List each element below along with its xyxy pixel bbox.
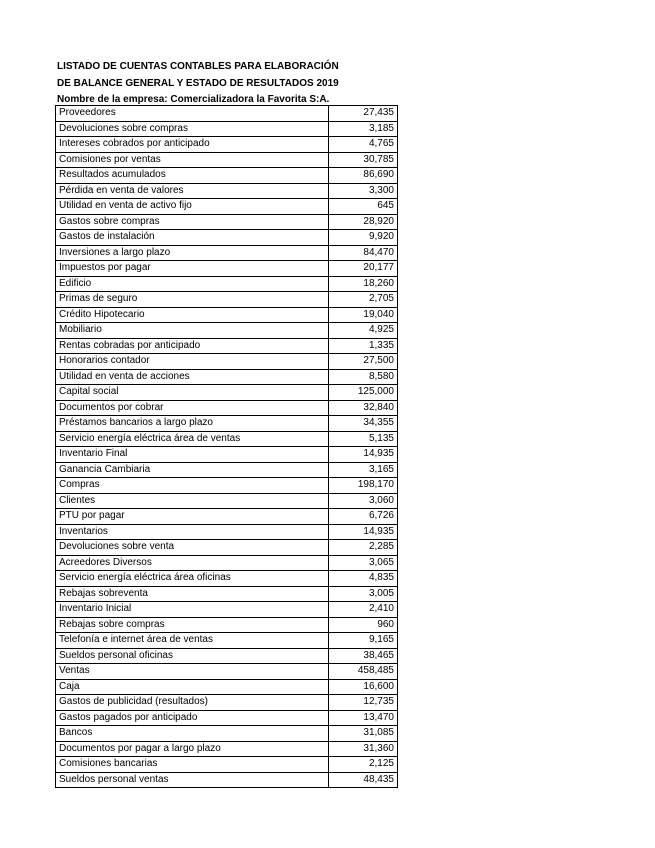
account-name: Comisiones por ventas — [56, 152, 329, 168]
accounts-table — [55, 105, 398, 788]
account-value: 84,470 — [329, 245, 398, 261]
account-name: Inventario Final — [56, 447, 329, 463]
account-name: Documentos por pagar a largo plazo — [56, 741, 329, 757]
table-row — [56, 245, 398, 261]
account-name: Caja — [56, 679, 329, 695]
table-row — [56, 664, 398, 680]
table-row — [56, 400, 398, 416]
table-row — [56, 292, 398, 308]
table-row — [56, 323, 398, 339]
account-name: Capital social — [56, 385, 329, 401]
account-value: 27,500 — [329, 354, 398, 370]
account-value: 2,705 — [329, 292, 398, 308]
table-row — [56, 710, 398, 726]
table-row — [56, 741, 398, 757]
account-name: Impuestos por pagar — [56, 261, 329, 277]
account-value: 960 — [329, 617, 398, 633]
account-value: 14,935 — [329, 524, 398, 540]
table-row — [56, 369, 398, 385]
table-row — [56, 586, 398, 602]
account-name: Servicio energía eléctrica área de ventas — [56, 431, 329, 447]
account-value: 3,060 — [329, 493, 398, 509]
account-value: 645 — [329, 199, 398, 215]
table-row — [56, 385, 398, 401]
table-row — [56, 509, 398, 525]
table-row — [56, 478, 398, 494]
account-value: 3,005 — [329, 586, 398, 602]
account-name: Rentas cobradas por anticipado — [56, 338, 329, 354]
account-value: 48,435 — [329, 772, 398, 788]
table-row — [56, 152, 398, 168]
account-value: 3,185 — [329, 121, 398, 137]
account-value: 38,465 — [329, 648, 398, 664]
account-value: 19,040 — [329, 307, 398, 323]
table-row — [56, 276, 398, 292]
account-value: 198,170 — [329, 478, 398, 494]
title-line-1: LISTADO DE CUENTAS CONTABLES PARA ELABORACIÓN — [57, 61, 339, 72]
account-name: Servicio energía eléctrica área oficinas — [56, 571, 329, 587]
account-name: Préstamos bancarios a largo plazo — [56, 416, 329, 432]
account-name: Honorarios contador — [56, 354, 329, 370]
account-value: 9,920 — [329, 230, 398, 246]
account-name: Utilidad en venta de acciones — [56, 369, 329, 385]
account-value: 34,355 — [329, 416, 398, 432]
account-name: Gastos de publicidad (resultados) — [56, 695, 329, 711]
account-name: Crédito Hipotecario — [56, 307, 329, 323]
account-name: Acreedores Diversos — [56, 555, 329, 571]
account-name: Sueldos personal oficinas — [56, 648, 329, 664]
account-name: Utilidad en venta de activo fijo — [56, 199, 329, 215]
account-value: 28,920 — [329, 214, 398, 230]
account-value: 14,935 — [329, 447, 398, 463]
account-value: 20,177 — [329, 261, 398, 277]
account-value: 125,000 — [329, 385, 398, 401]
table-row — [56, 757, 398, 773]
account-name: Rebajas sobre compras — [56, 617, 329, 633]
table-row — [56, 447, 398, 463]
account-name: PTU por pagar — [56, 509, 329, 525]
account-value: 4,925 — [329, 323, 398, 339]
table-row — [56, 137, 398, 153]
account-name: Telefonía e internet área de ventas — [56, 633, 329, 649]
title-line-2: DE BALANCE GENERAL Y ESTADO DE RESULTADOS 2019 — [57, 77, 339, 89]
account-name: Documentos por cobrar — [56, 400, 329, 416]
account-name: Rebajas sobreventa — [56, 586, 329, 602]
table-row — [56, 354, 398, 370]
table-row — [56, 633, 398, 649]
account-value: 5,135 — [329, 431, 398, 447]
table-row — [56, 214, 398, 230]
account-name: Compras — [56, 478, 329, 494]
account-value: 31,085 — [329, 726, 398, 742]
table-row — [56, 230, 398, 246]
table-row — [56, 168, 398, 184]
account-value: 3,300 — [329, 183, 398, 199]
account-value: 2,410 — [329, 602, 398, 618]
account-value: 6,726 — [329, 509, 398, 525]
account-name: Clientes — [56, 493, 329, 509]
table-row — [56, 106, 398, 122]
account-value: 1,335 — [329, 338, 398, 354]
table-row — [56, 679, 398, 695]
account-name: Inversiones a largo plazo — [56, 245, 329, 261]
account-value: 2,125 — [329, 757, 398, 773]
account-value: 30,785 — [329, 152, 398, 168]
account-name: Devoluciones sobre compras — [56, 121, 329, 137]
account-value: 18,260 — [329, 276, 398, 292]
account-name: Gastos de instalación — [56, 230, 329, 246]
account-value: 2,285 — [329, 540, 398, 556]
document-header — [57, 59, 339, 109]
account-name: Proveedores — [56, 106, 329, 122]
table-row — [56, 416, 398, 432]
table-row — [56, 307, 398, 323]
account-name: Ganancia Cambiaria — [56, 462, 329, 478]
company-name: Nombre de la empresa: Comercializadora la Favorita S:A. — [57, 94, 330, 105]
account-name: Inventario Inicial — [56, 602, 329, 618]
table-row — [56, 183, 398, 199]
account-name: Inventarios — [56, 524, 329, 540]
account-name: Resultados acumulados — [56, 168, 329, 184]
table-row — [56, 338, 398, 354]
table-row — [56, 648, 398, 664]
account-value: 27,435 — [329, 106, 398, 122]
account-value: 16,600 — [329, 679, 398, 695]
account-name: Edificio — [56, 276, 329, 292]
table-row — [56, 617, 398, 633]
account-name: Bancos — [56, 726, 329, 742]
table-row — [56, 726, 398, 742]
account-name: Pérdida en venta de valores — [56, 183, 329, 199]
table-row — [56, 493, 398, 509]
account-value: 4,765 — [329, 137, 398, 153]
table-row — [56, 602, 398, 618]
account-value: 32,840 — [329, 400, 398, 416]
account-value: 8,580 — [329, 369, 398, 385]
table-row — [56, 524, 398, 540]
account-name: Gastos sobre compras — [56, 214, 329, 230]
table-row — [56, 695, 398, 711]
account-name: Gastos pagados por anticipado — [56, 710, 329, 726]
account-name: Ventas — [56, 664, 329, 680]
account-name: Primas de seguro — [56, 292, 329, 308]
account-value: 12,735 — [329, 695, 398, 711]
account-value: 9,165 — [329, 633, 398, 649]
account-name: Mobiliario — [56, 323, 329, 339]
account-name: Intereses cobrados por anticipado — [56, 137, 329, 153]
account-value: 13,470 — [329, 710, 398, 726]
account-value: 3,165 — [329, 462, 398, 478]
table-row — [56, 555, 398, 571]
account-value: 3,065 — [329, 555, 398, 571]
table-row — [56, 261, 398, 277]
account-value: 4,835 — [329, 571, 398, 587]
account-value: 31,360 — [329, 741, 398, 757]
account-name: Comisiones bancarias — [56, 757, 329, 773]
table-row — [56, 462, 398, 478]
table-row — [56, 571, 398, 587]
account-value: 86,690 — [329, 168, 398, 184]
table-row — [56, 540, 398, 556]
table-row — [56, 199, 398, 215]
table-row — [56, 772, 398, 788]
table-row — [56, 431, 398, 447]
table-row — [56, 121, 398, 137]
account-name: Devoluciones sobre venta — [56, 540, 329, 556]
account-value: 458,485 — [329, 664, 398, 680]
account-name: Sueldos personal ventas — [56, 772, 329, 788]
